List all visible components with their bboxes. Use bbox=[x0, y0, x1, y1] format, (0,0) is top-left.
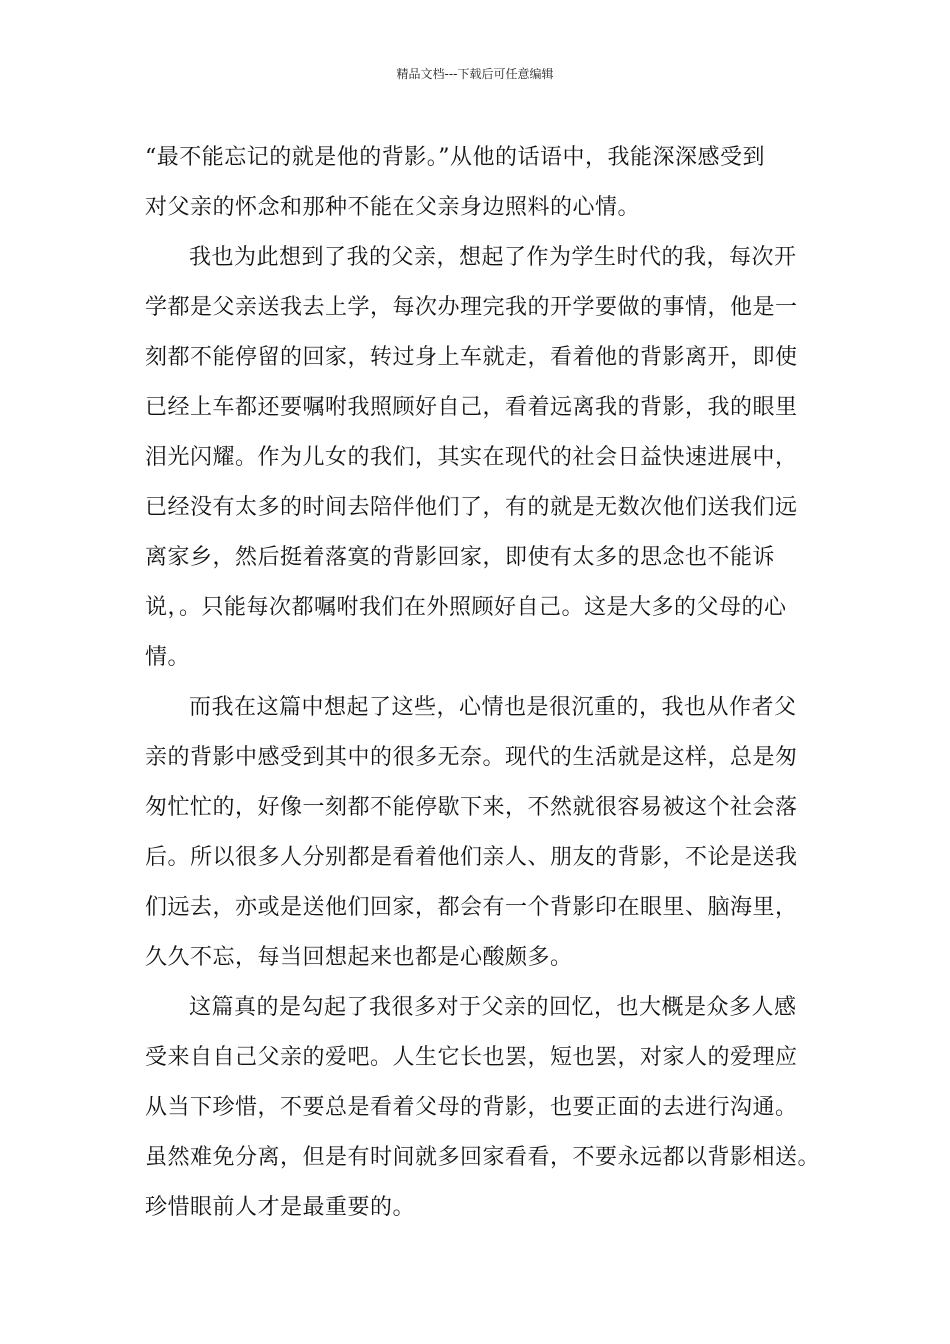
paragraph-1 bbox=[145, 133, 825, 233]
text-line: 刻都不能停留的回家，转过身上车就走，看着他的背影离开，即使 bbox=[145, 345, 798, 370]
paragraph-2 bbox=[145, 233, 825, 683]
text-line: 们远去，亦或是送他们回家，都会有一个背影印在眼里、脑海里， bbox=[145, 895, 798, 920]
text-line: 离家乡，然后挺着落寞的背影回家，即使有太多的思念也不能诉 bbox=[145, 545, 776, 570]
document-body bbox=[145, 133, 825, 1233]
text-line: 而我在这篇中想起了这些，心情也是很沉重的，我也从作者父 bbox=[189, 695, 797, 720]
paragraph-4 bbox=[145, 983, 825, 1233]
text-line: 已经上车都还要嘱咐我照顾好自己，看着远离我的背影，我的眼里 bbox=[145, 395, 798, 420]
text-line: 已经没有太多的时间去陪伴他们了，有的就是无数次他们送我们远 bbox=[145, 495, 798, 520]
text-line: 泪光闪耀。作为儿女的我们，其实在现代的社会日益快速进展中， bbox=[145, 445, 798, 470]
text-line: 对父亲的怀念和那种不能在父亲身边照料的心情。 bbox=[145, 195, 641, 220]
text-line: 后。所以很多人分别都是看着他们亲人、朋友的背影，不论是送我 bbox=[145, 845, 798, 870]
text-line: 亲的背影中感受到其中的很多无奈。现代的生活就是这样，总是匆 bbox=[145, 745, 798, 770]
text-line: 匆忙忙的，好像一刻都不能停歇下来，不然就很容易被这个社会落 bbox=[145, 795, 798, 820]
text-line: “最不能忘记的就是他的背影。”从他的话语中，我能深深感受到 bbox=[145, 145, 765, 170]
text-line: 学都是父亲送我去上学，每次办理完我的开学要做的事情，他是一 bbox=[145, 295, 798, 320]
paragraph-3 bbox=[145, 683, 825, 983]
text-line: 珍惜眼前人才是最重要的。 bbox=[145, 1195, 416, 1220]
text-line: 我也为此想到了我的父亲，想起了作为学生时代的我，每次开 bbox=[189, 245, 797, 270]
text-line: 情。 bbox=[145, 645, 191, 670]
text-line: 久久不忘，每当回想起来也都是心酸颇多。 bbox=[145, 945, 573, 970]
page-header: 精品文档---下载后可任意编辑 bbox=[396, 67, 554, 81]
text-line: 说，。只能每次都嘱咐我们在外照顾好自己。这是大多的父母的心 bbox=[145, 595, 787, 620]
text-line: 受来自自己父亲的爱吧。人生它长也罢，短也罢，对家人的爱理应 bbox=[145, 1045, 798, 1070]
text-line: 这篇真的是勾起了我很多对于父亲的回忆，也大概是众多人感 bbox=[189, 995, 797, 1020]
text-line: 从当下珍惜，不要总是看着父母的背影，也要正面的去进行沟通。 bbox=[145, 1095, 798, 1120]
text-line: 虽然难免分离，但是有时间就多回家看看，不要永远都以背影相送。 bbox=[145, 1145, 821, 1170]
